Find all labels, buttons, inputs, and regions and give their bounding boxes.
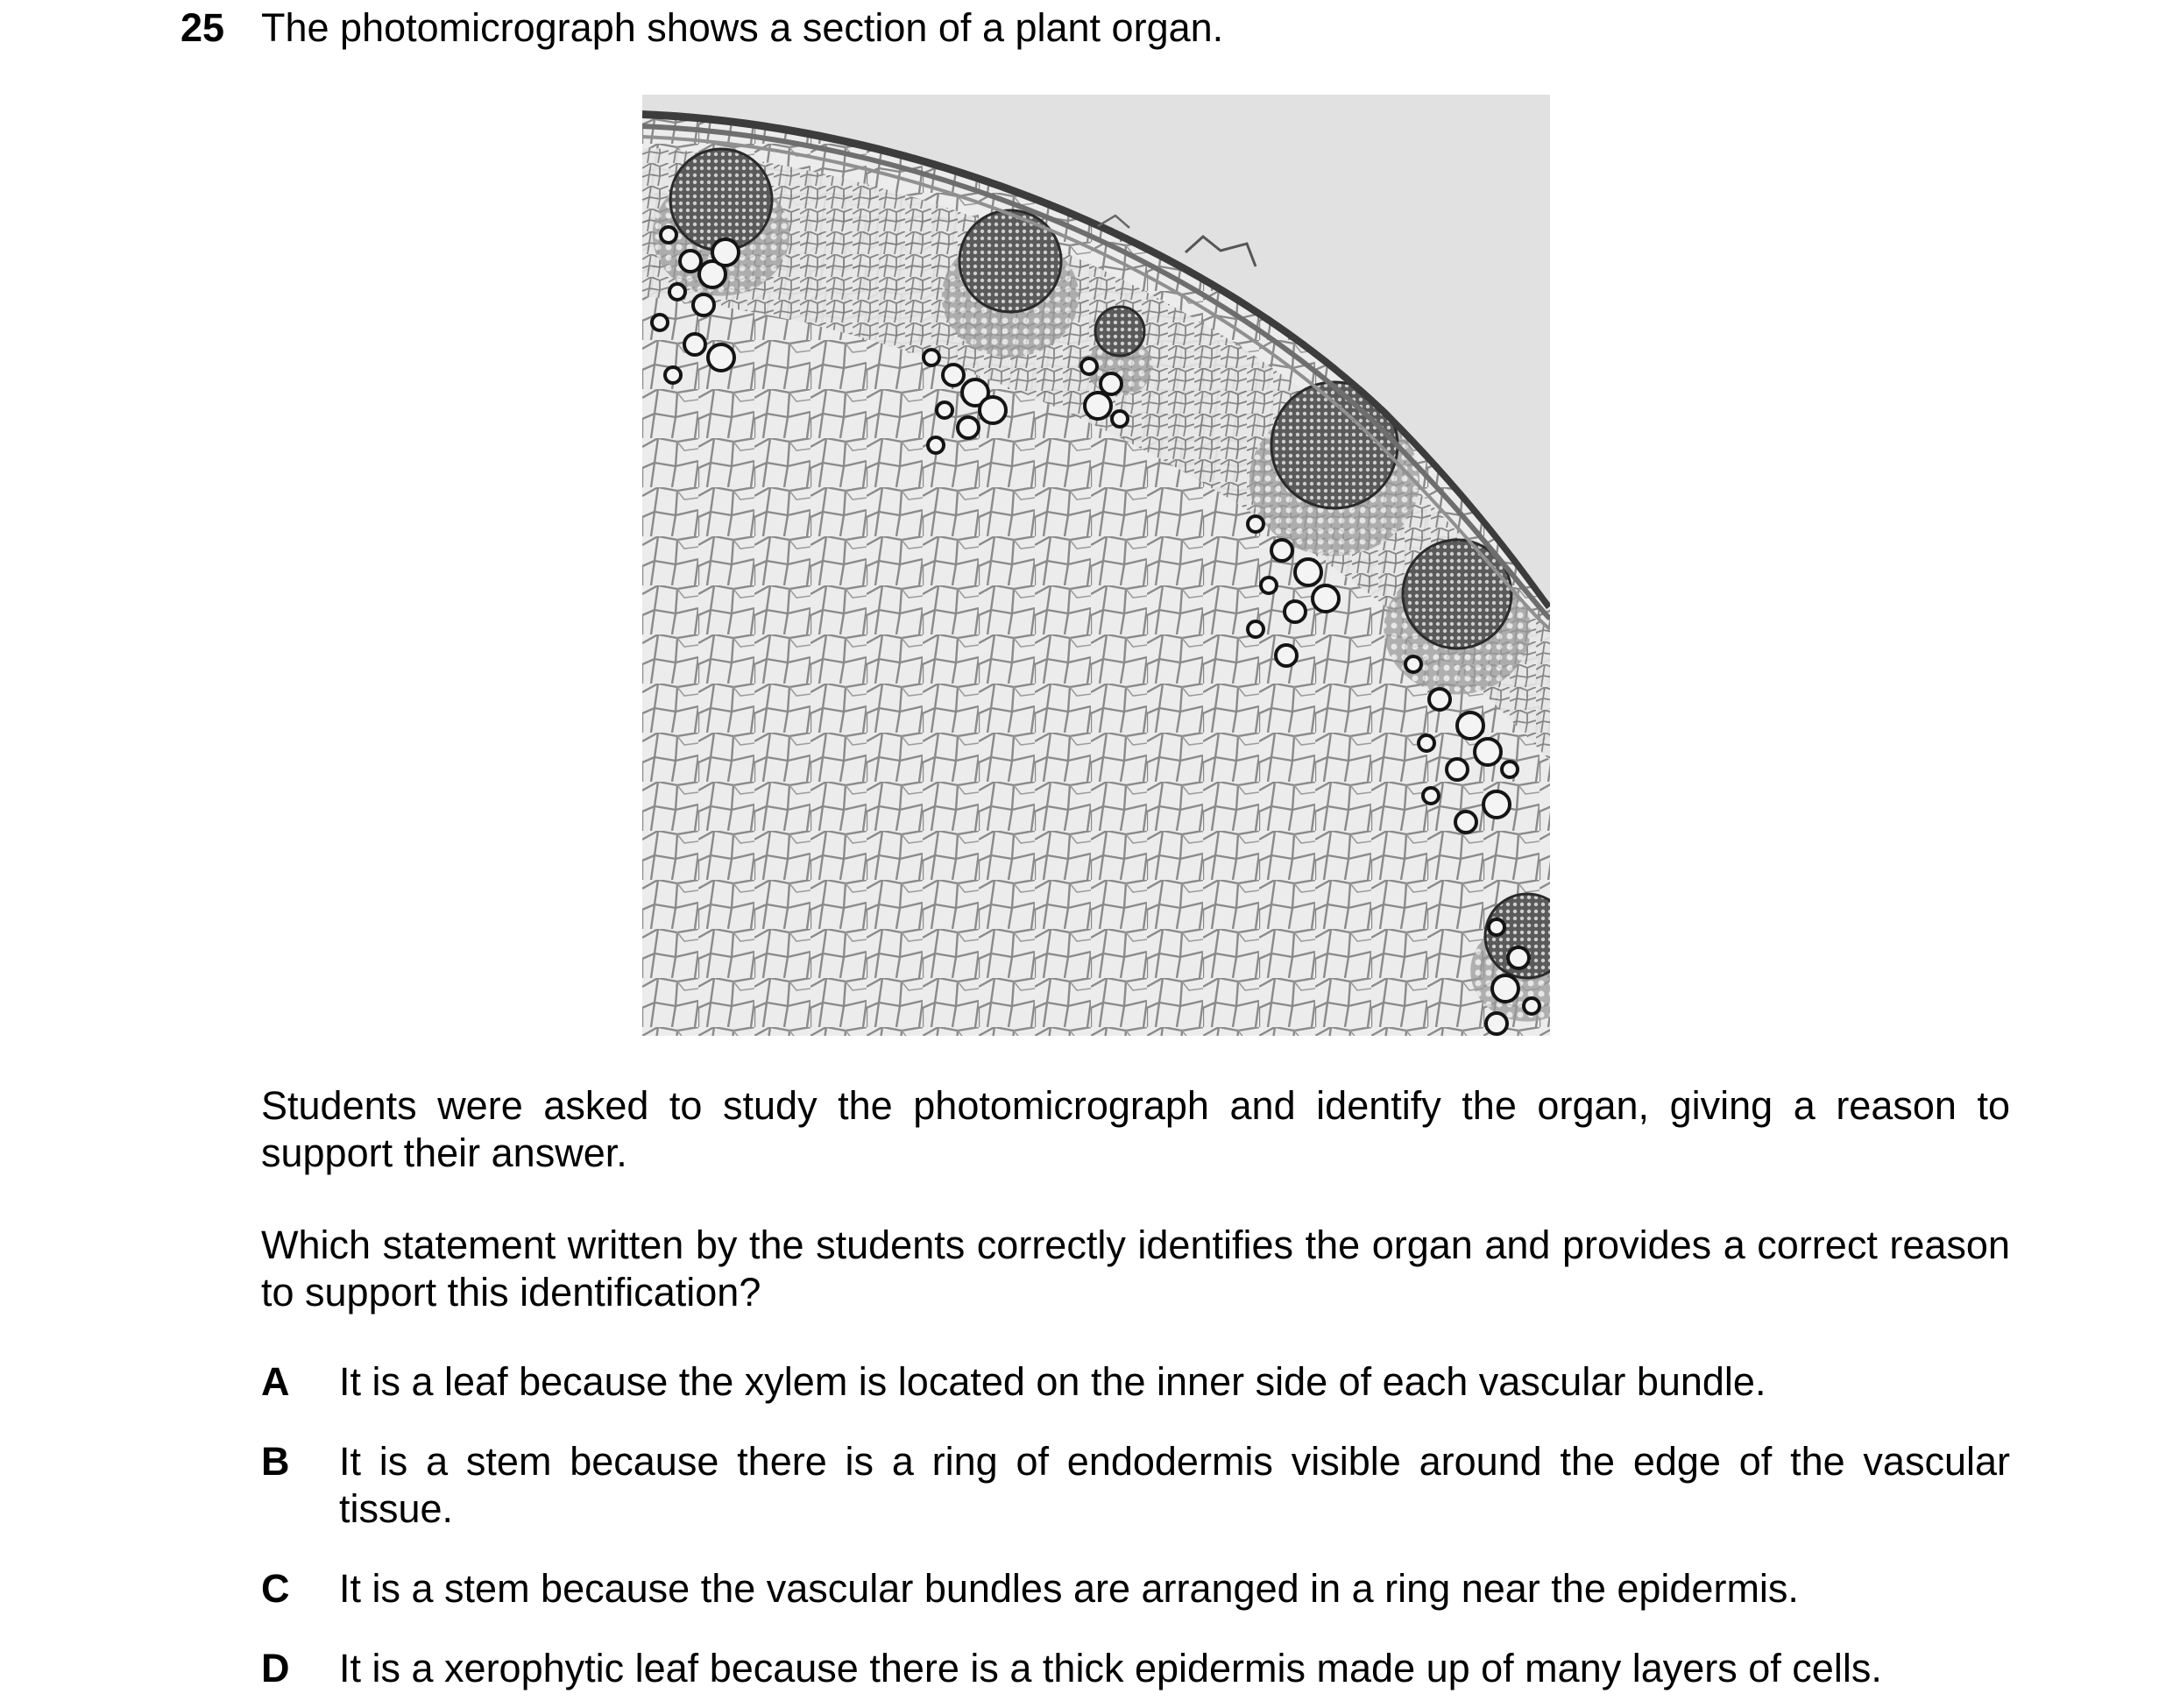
photomicrograph-figure [642,95,1550,1036]
xylem-vessel [958,417,979,438]
xylem-vessel [1492,975,1518,1002]
xylem-vessel [1261,578,1277,593]
xylem-vessel [1101,373,1122,394]
photomicrograph-image [642,95,1550,1036]
fibre-cap [670,149,772,251]
xylem-vessel [1447,759,1468,780]
xylem-vessel [1405,656,1421,672]
xylem-vessel [1502,762,1518,777]
option-text: It is a stem because there is a ring of endodermis visible around the edge of the vascular tissue. [339,1439,2010,1531]
option-letter: A [261,1359,290,1404]
instruction-paragraph: Students were asked to study the photomicrograph and identify the organ, giving a reason to support their answer. [261,1083,2010,1175]
xylem-vessel [1085,393,1111,419]
xylem-vessel [1483,791,1510,818]
xylem-vessel [1081,358,1097,374]
xylem-vessel [1313,585,1339,612]
xylem-vessel [684,334,705,355]
xylem-vessel [693,294,714,315]
xylem-vessel [1455,811,1476,833]
option-letter: D [261,1646,290,1690]
xylem-vessel [661,227,676,243]
question-paragraph: Which statement written by the students correctly identifies the organ and provides a correct reason to support this identification? [261,1223,2010,1315]
fibre-cap [959,210,1061,312]
xylem-vessel [1475,739,1501,765]
xylem-vessel [1271,540,1292,561]
option-letter: C [261,1566,290,1611]
xylem-vessel [708,344,734,371]
xylem-vessel [937,402,952,418]
xylem-vessel [1508,947,1529,968]
question-stem: The photomicrograph shows a section of a plant organ. [261,5,1224,50]
question-number: 25 [180,5,225,50]
xylem-vessel [1112,411,1128,427]
xylem-vessel [1457,712,1483,739]
xylem-vessel [680,251,701,272]
xylem-vessel [1429,689,1450,710]
xylem-vessel [943,365,964,386]
xylem-vessel [1285,601,1306,622]
xylem-vessel [1486,1013,1507,1034]
xylem-vessel [1423,788,1439,804]
option-text: It is a stem because the vascular bundles are arranged in a ring near the epidermis. [339,1566,1799,1611]
xylem-vessel [1419,735,1434,751]
xylem-vessel [1295,559,1321,585]
xylem-vessel [712,239,739,266]
xylem-vessel [1248,621,1263,637]
xylem-vessel [1276,645,1297,666]
xylem-vessel [928,437,944,453]
xylem-vessel [1489,919,1504,935]
xylem-vessel [669,284,685,300]
option-letter: B [261,1439,290,1484]
xylem-vessel [665,367,681,383]
xylem-vessel [1248,516,1263,532]
option-text: It is a leaf because the xylem is located on the inner side of each vascular bundle. [339,1359,1766,1404]
xylem-vessel [652,315,668,330]
xylem-vessel [1524,998,1540,1014]
xylem-vessel [924,350,939,365]
fibre-cap [1095,307,1144,356]
option-text: It is a xerophytic leaf because there is a thick epidermis made up of many layers of cells. [339,1646,1882,1690]
xylem-vessel [980,397,1006,423]
